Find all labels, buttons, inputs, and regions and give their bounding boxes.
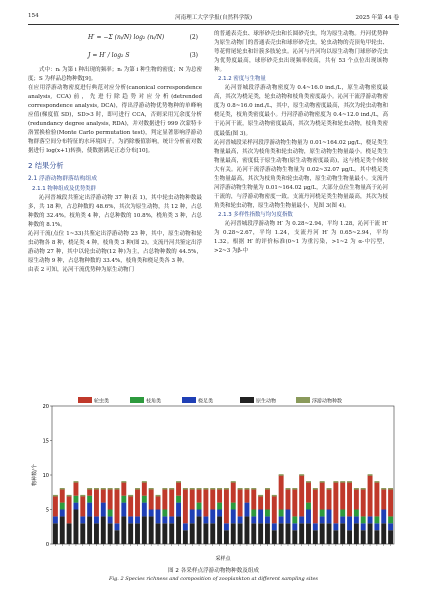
total-species-marker [156,495,161,497]
right-column [214,30,388,256]
bar-segment-原生动物 [149,516,154,544]
total-species-marker [87,488,92,490]
bar-segment-桡足类 [87,503,92,517]
species-paragraph: 沁河晋城段共鉴定出浮游动物 37 种(表 1)，其中轮虫动物种数最多，共 18 种，占总种数的 48.6%，其次为原生动物，共 12 种，占总种数的 32.4%。枝角类 4 种，占总种数的 10.8%，桡角类 3 种，占总种数的 8.1%。 沁河干流(点位 1~33)共鉴定出浮游动物 23 种，其中，原生动物和轮虫动物各 8 种，桡足类 4 种，枝角类 3 种(图 2)。支流丹河共鉴定出浮游动物 27 种，其中以轮虫动物(12 种)为主，占总物种数的 44.5%，原生动物 9 种，占总物种数的 33.4%，枝角类和桡足类各 3 种。 由表 2 可知，沁河干流优势种为原生动物门 [28,194,202,273]
bar-segment-枝角类 [108,510,113,517]
bar-segment-原生动物 [210,523,215,544]
total-species-marker [265,488,270,490]
bar-segment-轮虫类 [224,489,229,524]
bar-segment-枝角类 [176,496,181,503]
bar-segment-桡足类 [203,516,208,523]
bar-segment-原生动物 [217,516,222,544]
bar-segment-原生动物 [121,516,126,544]
bar-segment-轮虫类 [128,496,133,517]
bar-segment-轮虫类 [162,489,167,510]
bar-segment-轮虫类 [272,496,277,524]
bar-segment-轮虫类 [67,496,72,524]
total-species-marker [190,488,195,490]
bar-segment-原生动物 [286,523,291,544]
bar-segment-原生动物 [327,523,332,544]
bar-segment-轮虫类 [265,489,270,510]
bar-segment-枝角类 [320,510,325,517]
bar-segment-轮虫类 [190,489,195,510]
total-species-marker [313,488,318,490]
bar-segment-桡足类 [320,516,325,523]
total-species-marker [238,488,243,490]
bar-segment-枝角类 [361,516,366,523]
bar-segment-原生动物 [265,523,270,544]
legend-label: 枝角类 [146,398,162,405]
bar-segment-轮虫类 [238,489,243,517]
bar-segment-轮虫类 [53,496,58,517]
bar-segment-轮虫类 [176,482,181,496]
formula-shannon-text: H′ = −Σ (nᵢ/N) log₂ (nᵢ/N) [88,34,165,41]
formula-shannon [28,30,202,48]
legend-swatch [240,397,254,403]
bar-segment-原生动物 [162,523,167,544]
y-tick-label: 15 [42,438,49,445]
y-tick-label: 5 [45,507,49,514]
bar-segment-轮虫类 [368,475,373,516]
total-species-marker [53,495,58,497]
bar-segment-原生动物 [67,523,72,544]
bar-segment-轮虫类 [169,489,174,517]
bar-segment-原生动物 [176,516,181,544]
bar-segment-原生动物 [320,523,325,544]
bar-segment-桡足类 [238,516,243,523]
total-species-marker [73,481,78,483]
total-species-marker [320,481,325,483]
bar-segment-轮虫类 [292,489,297,517]
bar-segment-枝角类 [265,510,270,517]
bar-segment-轮虫类 [244,489,249,503]
total-species-marker [333,481,338,483]
total-species-marker [101,488,106,490]
bar-segment-桡足类 [73,503,78,510]
total-species-marker [210,488,215,490]
bar-segment-原生动物 [340,523,345,544]
bar-segment-原生动物 [238,523,243,544]
y-tick-label: 0 [45,541,49,548]
bar-segment-原生动物 [183,530,188,544]
bar-segment-轮虫类 [142,482,147,496]
volume-label: 2025 年第 44 卷 [355,15,399,21]
legend-swatch [182,397,196,403]
bar-segment-原生动物 [354,523,359,544]
bar-segment-轮虫类 [374,482,379,517]
bar-segment-原生动物 [313,530,318,544]
bar-segment-桡足类 [115,523,120,530]
bar-segment-原生动物 [368,523,373,544]
bar-segment-枝角类 [162,510,167,517]
bar-segment-枝角类 [197,503,202,510]
bar-segment-枝角类 [374,516,379,523]
bar-segment-桡足类 [286,510,291,524]
bar-segment-桡足类 [333,523,338,530]
bar-segment-枝角类 [142,496,147,503]
total-species-marker [340,481,345,483]
bar-segment-原生动物 [53,523,58,544]
bar-segment-原生动物 [388,530,393,544]
bar-segment-原生动物 [347,530,352,544]
bar-segment-桡足类 [190,510,195,524]
journal-title: 河南理工大学学报(自然科学版) [174,15,253,21]
total-species-marker [169,488,174,490]
bar-segment-轮虫类 [203,489,208,517]
bar-segment-原生动物 [203,523,208,544]
bar-segment-原生动物 [108,523,113,544]
bar-segment-桡足类 [53,516,58,523]
total-species-marker [381,488,386,490]
formula-pielou-number: (3) [189,52,198,59]
bar-segment-桡足类 [292,523,297,530]
bar-segment-轮虫类 [340,482,345,510]
total-species-marker [347,481,352,483]
bar-segment-轮虫类 [183,489,188,524]
bar-segment-原生动物 [169,523,174,544]
bar-segment-轮虫类 [101,489,106,503]
bar-segment-枝角类 [306,503,311,510]
bar-segment-轮虫类 [258,496,263,510]
bar-segment-桡足类 [272,523,277,530]
formula-pielou [28,48,202,66]
bar-segment-桡足类 [176,503,181,517]
figure-2 [28,394,399,592]
bar-segment-枝角类 [87,496,92,503]
dominant-species-paragraph: 的普通表壳虫、球形砂壳虫和长圆砂壳虫，均为原生动物。丹河优势种为原生动物门的普通表壳虫和球形砂壳虫，轮虫动物的壳顶龟甲轮虫、萼花臂尾轮虫和针簇多肢轮虫。沁河与丹河均以原生动物门球形砂壳虫为优势度最高，球形砂壳虫出现频率较高，共有 53 个点位出现该物种。 [214,31,388,74]
bar-segment-桡足类 [299,516,304,523]
figure-caption-en: Fig. 2 Species richness and composition of zooplankton at different sampling sites [109,576,318,582]
bar-segment-轮虫类 [135,489,140,517]
total-species-marker [272,495,277,497]
total-species-marker [176,481,181,483]
formula-shannon-number: (2) [189,34,198,41]
methods-paragraph: 式中：nᵢ 为第 i 种出现的频率；nᵢ 为第 i 种生物的密度；N 为总密度；S 为样品总物种数[9]。 在应用浮游动物密度进行典范对应分析(canonical correspondence analysis, CCA)前，先进行除趋势对应分析(detrended correspondence analysis, DCA)，得出浮游动物优势物种的单峰响应值(梯度值 SD)，SD>3 时，即可进行 CCA，否则采用冗余度分析(redundancy degree analysis, RDA)，并对数据进行 999 次蒙特卡洛置换检验(Monte Carlo permutation test)，判定显著影响浮游动物群落空间分布特征的水环境因子。为消除极值影响，统计分析前对数据进行 log(x+1)转换，使数据满足正态分布[10]。 [28,67,202,155]
total-species-marker [60,488,65,490]
total-species-marker [203,488,208,490]
bar-segment-桡足类 [210,510,215,524]
bar-segment-桡足类 [142,503,147,517]
bar-segment-桡足类 [60,510,65,517]
bar-segment-轮虫类 [251,489,256,510]
formula-pielou-text: J = H′ / log₂ S [88,52,130,59]
total-species-marker [67,495,72,497]
bar-segment-桡足类 [217,510,222,517]
legend-label: 轮虫类 [94,398,110,405]
legend-label: 桡足类 [198,398,214,405]
bar-segment-桡足类 [265,516,270,523]
total-species-marker [251,488,256,490]
bar-segment-枝角类 [279,510,284,517]
bar-segment-桡足类 [231,510,236,524]
total-species-marker [121,481,126,483]
total-species-marker [135,488,140,490]
bar-segment-轮虫类 [231,482,236,503]
bar-segment-轮虫类 [320,482,325,510]
total-species-marker [142,481,147,483]
bar-segment-桡足类 [374,523,379,530]
legend-swatch [130,397,144,403]
subsubsection-heading-density: 2.1.2 密度与生物量 [218,76,266,83]
subsubsection-heading-diversity: 2.1.3 多样性指数与均匀度指数 [218,211,293,218]
stacked-bar-chart [28,394,399,564]
diversity-paragraph: 沁河晋城段浮游动物 H′ 为 0.28~2.94，平均 1.28，沁河干流 H′ 为 0.28~2.67，平均 1.24，支流丹河 H′ 为 0.65~2.94，平均 1.32。根据 H′ 的评价标准(0~1 为重污染，>1~2 为 α-中污型，>2~3 为β-中 [214,220,388,255]
bar-segment-原生动物 [279,523,284,544]
bar-segment-原生动物 [197,516,202,544]
bar-segment-桡足类 [128,516,133,523]
total-species-marker [197,488,202,490]
bar-segment-桡足类 [197,510,202,517]
total-species-marker [279,474,284,476]
bar-segment-桡足类 [368,516,373,523]
total-species-marker [306,481,311,483]
bar-segment-原生动物 [87,516,92,544]
bar-segment-原生动物 [60,516,65,544]
bar-segment-原生动物 [101,516,106,544]
bar-segment-桡足类 [244,503,249,517]
total-species-marker [224,488,229,490]
total-species-marker [128,495,133,497]
bar-segment-桡足类 [251,516,256,523]
bar-segment-桡足类 [279,516,284,523]
total-species-marker [244,488,249,490]
bar-segment-轮虫类 [354,489,359,510]
bar-segment-轮虫类 [80,496,85,517]
left-column [28,30,202,275]
total-species-marker [183,488,188,490]
bar-segment-桡足类 [108,516,113,523]
bar-segment-轮虫类 [210,489,215,510]
total-species-marker [217,488,222,490]
density-paragraph: 沁河晋城段浮游动物密度为 0.4~16.0 ind./L，原生动物密度最高，其次为桡足类，轮虫动物和枝角类密度最小。沁河干流浮游动物密度为 0.8~16.0 ind./L，其中，原生动物密度最高，其次为轮虫动物和桡足类，枝角类密度最小。丹河浮游动物密度为 0.4~12.0 ind./L，高于沁河干流，原生动物密度最高，其次为桡足类和轮虫动物，枝角类密度最低(图 3)。 沁河晋城段采样河段浮游动物生物量为 0.01~164.02 μg/L，桡足类生物量最高，其次为枝角类和轮虫动物，原生动物生物量最小。桡足类生物量最高，密度低于原生动物(原生动物密度最高)，这与桡足类个体较大有关。沁河干流浮游动物生物量为 0.02~32.07 μg/L，其中桡足类生物量最高，其次为枝角类和轮虫动物，原生动物生物量最小。支流丹河浮游动物生物量为 0.01~164.02 μg/L，大部分点位生物量高于沁河干流的，与浮游动物密度一致。支流丹河桡足类生物量最高，其次为枝角类和轮虫动物，原生动物生物量最小，见图 3(图 4)。 [214,85,388,209]
running-header [28,12,399,25]
bar-segment-枝角类 [340,510,345,517]
subsubsection-heading-species: 2.1.1 物种组成及优势类群 [32,185,96,192]
bar-segment-原生动物 [258,523,263,544]
total-species-marker [292,488,297,490]
bar-segment-轮虫类 [361,489,366,517]
bar-segment-桡足类 [381,510,386,524]
bar-segment-桡足类 [135,516,140,523]
x-axis-label: 采样点 [215,556,231,562]
bar-segment-桡足类 [354,516,359,523]
bar-segment-桡足类 [224,523,229,530]
bar-segment-轮虫类 [347,482,352,517]
bar-segment-原生动物 [272,530,277,544]
bar-segment-原生动物 [231,523,236,544]
total-species-marker [368,474,373,476]
total-species-marker [354,488,359,490]
bar-segment-轮虫类 [333,482,338,523]
bar-segment-枝角类 [73,496,78,503]
bar-segment-原生动物 [142,516,147,544]
bar-segment-原生动物 [333,530,338,544]
total-species-marker [94,488,99,490]
bar-segment-原生动物 [115,530,120,544]
bar-segment-桡足类 [149,510,154,517]
bar-segment-轮虫类 [156,496,161,510]
total-species-marker [388,488,393,490]
bar-segment-桡足类 [388,523,393,530]
bar-segment-原生动物 [190,523,195,544]
y-axis-label: 物种数/个 [32,464,38,486]
total-species-marker [374,481,379,483]
total-species-marker [258,495,263,497]
bar-segment-枝角类 [217,503,222,510]
bar-segment-桡足类 [183,523,188,530]
bar-segment-轮虫类 [299,475,304,516]
total-species-marker [286,488,291,490]
bar-segment-桡足类 [306,510,311,524]
bar-segment-桡足类 [327,510,332,524]
bar-segment-轮虫类 [313,489,318,524]
bar-segment-轮虫类 [388,489,393,517]
y-tick-label: 10 [42,472,49,479]
bar-segment-原生动物 [299,523,304,544]
bar-segment-枝角类 [292,516,297,523]
page-number: 154 [28,13,39,19]
bar-segment-轮虫类 [279,475,284,510]
total-species-marker [361,488,366,490]
bar-segment-轮虫类 [286,489,291,510]
bar-segment-轮虫类 [108,489,113,510]
bar-segment-轮虫类 [115,489,120,524]
bar-segment-枝角类 [121,496,126,503]
total-species-marker [149,488,154,490]
bar-segment-桡足类 [94,516,99,523]
total-species-marker [231,481,236,483]
bar-segment-轮虫类 [121,482,126,496]
section-heading-results: 2 结果分析 [28,161,64,171]
y-tick-label: 20 [42,403,49,410]
bar-segment-桡足类 [101,503,106,517]
bar-segment-原生动物 [306,523,311,544]
bar-segment-枝角类 [388,516,393,523]
bar-segment-枝角类 [251,510,256,517]
figure-caption-cn: 图 2 各采样点浮游动物物种数及组成 [167,568,260,574]
bar-segment-原生动物 [292,530,297,544]
bar-segment-轮虫类 [60,489,65,503]
bar-segment-桡足类 [121,503,126,517]
bar-segment-轮虫类 [197,489,202,503]
bar-segment-原生动物 [224,530,229,544]
bar-segment-原生动物 [381,523,386,544]
bar-segment-原生动物 [80,523,85,544]
bar-segment-桡足类 [258,510,263,524]
bar-segment-桡足类 [361,523,366,530]
bar-segment-原生动物 [128,523,133,544]
bar-segment-桡足类 [162,516,167,523]
bar-segment-轮虫类 [87,489,92,496]
total-species-marker [80,495,85,497]
bar-segment-原生动物 [73,510,78,545]
total-species-marker [115,488,120,490]
bar-segment-桡足类 [313,523,318,530]
bar-segment-枝角类 [231,503,236,510]
total-species-marker [108,488,113,490]
legend-swatch [78,397,92,403]
total-species-marker [299,474,304,476]
bar-segment-桡足类 [347,516,352,530]
legend-label: 原生动物 [256,398,277,405]
bar-segment-轮虫类 [73,482,78,496]
bar-segment-枝角类 [60,503,65,510]
bar-segment-轮虫类 [149,489,154,510]
bar-segment-桡足类 [169,516,174,523]
subsection-heading-community: 2.1 浮游动物群落结构组成 [28,175,98,182]
bar-segment-轮虫类 [327,489,332,510]
bar-segment-轮虫类 [381,489,386,510]
bar-segment-原生动物 [251,523,256,544]
bar-segment-桡足类 [80,516,85,523]
bar-segment-原生动物 [361,530,366,544]
bar-segment-原生动物 [156,523,161,544]
legend-label: 浮游动物种数 [312,398,343,405]
bar-segment-原生动物 [94,523,99,544]
total-species-marker [327,488,332,490]
bar-segment-轮虫类 [94,489,99,517]
total-species-marker [162,488,167,490]
bar-segment-桡足类 [156,510,161,524]
bar-segment-原生动物 [135,523,140,544]
bar-segment-轮虫类 [217,489,222,503]
bar-segment-轮虫类 [306,482,311,503]
legend-swatch [296,397,310,403]
bar-segment-原生动物 [374,530,379,544]
bar-segment-桡足类 [340,516,345,523]
bar-segment-枝角类 [354,510,359,517]
bar-segment-原生动物 [244,516,249,544]
